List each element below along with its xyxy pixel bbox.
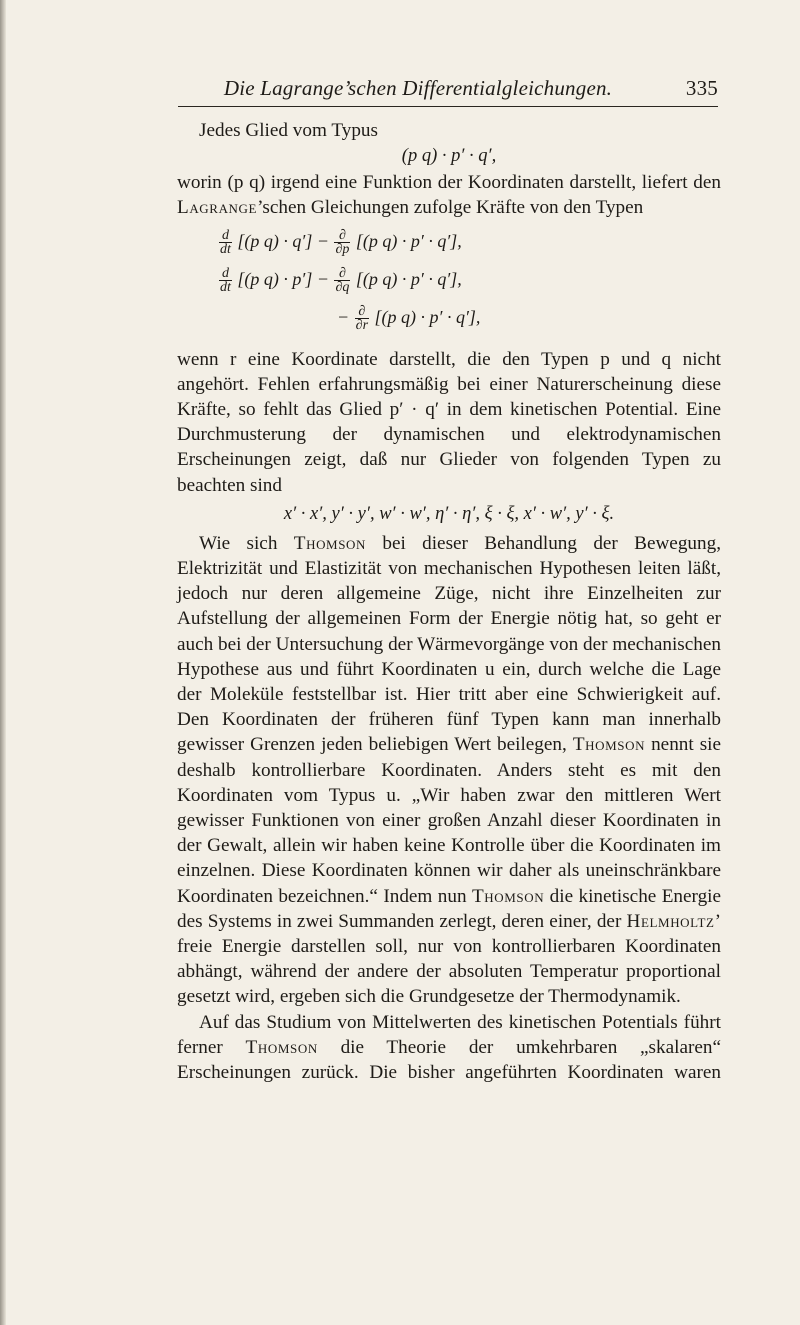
- paragraph-2-text-a: worin (p q) irgend eine Funktion der Koordinaten darstellt, liefert den: [177, 172, 721, 194]
- name-lagrange: Lagrange: [177, 197, 258, 219]
- paragraph-4-text-e: ’ freie Energie darstellen soll, nur von kontrollierbaren Koordinaten abhängt, während der andere der absoluten Temperatur proportional gesetzt wird, ergeben sich die Grundgesetze der Thermodynamik.: [177, 910, 721, 1008]
- paragraph-4-text-a: Wie sich: [199, 532, 278, 554]
- eq2-term-a: [(p q) · p′]: [237, 268, 313, 289]
- fraction-partial-r: [355, 305, 369, 332]
- page-edge-shadow: [0, 0, 6, 1325]
- running-head: [178, 76, 718, 106]
- fraction-numerator: d: [219, 229, 232, 243]
- name-thomson: Thomson: [471, 885, 545, 907]
- paragraph-3: wenn r eine Koordinate darstellt, die den Typen p und q nicht angehört. Fehlen erfahrungsmäßig bei einer Naturerscheinung diese Kräfte, so fehlt das Glied p′ · q′ in dem kinetischen Potential. Eine Durchmusterung der dynamischen und elektrodynamischen Erscheinungen zeigt, daß nur Glieder von folgenden Typen zu beachten sind: [177, 348, 721, 496]
- eq2-minus: −: [316, 268, 329, 289]
- eq3-term-b: [(p q) · p′ · q′],: [374, 306, 481, 327]
- fraction-denominator: dt: [220, 241, 231, 257]
- eq1-minus: −: [316, 230, 329, 251]
- fraction-d-dt: [219, 267, 232, 294]
- fraction-numerator: d: [219, 267, 232, 281]
- name-helmholtz: Helmholtz: [626, 910, 715, 932]
- paragraph-5-text-b: die Theorie der umkehrbaren „skalaren“ Erscheinungen zurück. Die bisher angeführten Koordinaten waren: [177, 1036, 721, 1084]
- equation-3: [337, 305, 480, 332]
- fraction-denominator: ∂q: [335, 279, 350, 295]
- body-text: [177, 118, 721, 1085]
- eq3-minus: −: [337, 306, 350, 327]
- fraction-numerator: ∂: [334, 267, 350, 281]
- paragraph-5: [177, 1010, 721, 1086]
- paragraph-2-text-b: ’schen Gleichungen zufolge Kräfte von den Typen: [257, 197, 644, 219]
- formula-term: (p q) · p′ · q′,: [401, 146, 497, 167]
- paragraph-4-text-d: die kinetische Energie des Systems in zwei Summanden zerlegt, deren einer, der: [177, 885, 722, 932]
- page-number: 335: [685, 76, 718, 100]
- fraction-partial-q: [334, 267, 350, 294]
- running-title: Die Lagrange’schen Differentialgleichungen.: [223, 76, 613, 100]
- header-rule: [178, 106, 718, 107]
- paragraph-4: [177, 531, 721, 1010]
- fraction-denominator: ∂p: [335, 241, 350, 257]
- eq1-term-b: [(p q) · p′ · q′],: [355, 230, 462, 251]
- paragraph-1: Jedes Glied vom Typus: [199, 120, 378, 141]
- paragraph-4-text-b: bei dieser Behandlung der Bewegung, Elektrizität und Elastizität von mechanischen Hypothesen leiten läßt, jedoch nur deren allgemeine Züge, nicht ihre Einzelheiten zur Aufstellung der allgemeinen Form der Energie nötig hat, so geht er auch bei der Untersuchung der Wärmevorgänge von der mechanischen Hypothese aus und führt Koordinaten u ein, durch welche die Lage der Moleküle feststellbar ist. Hier tritt aber eine Schwierigkeit auf. Den Koordinaten der früheren fünf Typen kann man innerhalb gewisser Grenzen jeden beliebigen Wert beilegen,: [177, 532, 722, 756]
- fraction-denominator: ∂r: [355, 317, 369, 333]
- formula-types: x′ · x′, y′ · y′, w′ · w′, η′ · η′, ξ · ξ, x′ · w′, y′ · ξ.: [283, 503, 615, 524]
- equation-1: [218, 229, 462, 256]
- fraction-d-dt: [219, 229, 232, 256]
- paragraph-4-text-c: nennt sie deshalb kontrollierbare Koordinaten. Anders steht es mit den Koordinaten vom Typus u. „Wir haben zwar den mittleren Wert gewisser Funktionen von einer großen Anzahl dieser Koordinaten in der Gewalt, allein wir haben keine Kontrolle über die Koordinaten im einzelnen. Diese Koordinaten können wir daher als uneinschränkbare Koordinaten bezeichnen.“ Indem nun: [177, 734, 722, 907]
- fraction-numerator: ∂: [334, 229, 350, 243]
- name-thomson: Thomson: [572, 734, 646, 756]
- fraction-denominator: dt: [220, 279, 231, 295]
- fraction-partial-p: [334, 229, 350, 256]
- paragraph-5-text-a: Auf das Studium von Mittelwerten des kinetischen Potentials führt ferner: [177, 1011, 721, 1058]
- name-thomson: Thomson: [293, 532, 367, 554]
- eq2-term-b: [(p q) · p′ · q′],: [355, 268, 462, 289]
- equation-2: [218, 267, 462, 294]
- equation-block: [177, 227, 721, 345]
- fraction-numerator: ∂: [355, 305, 369, 319]
- eq1-term-a: [(p q) · q′]: [237, 230, 313, 251]
- paragraph-2: [177, 170, 721, 220]
- name-thomson: Thomson: [245, 1036, 318, 1058]
